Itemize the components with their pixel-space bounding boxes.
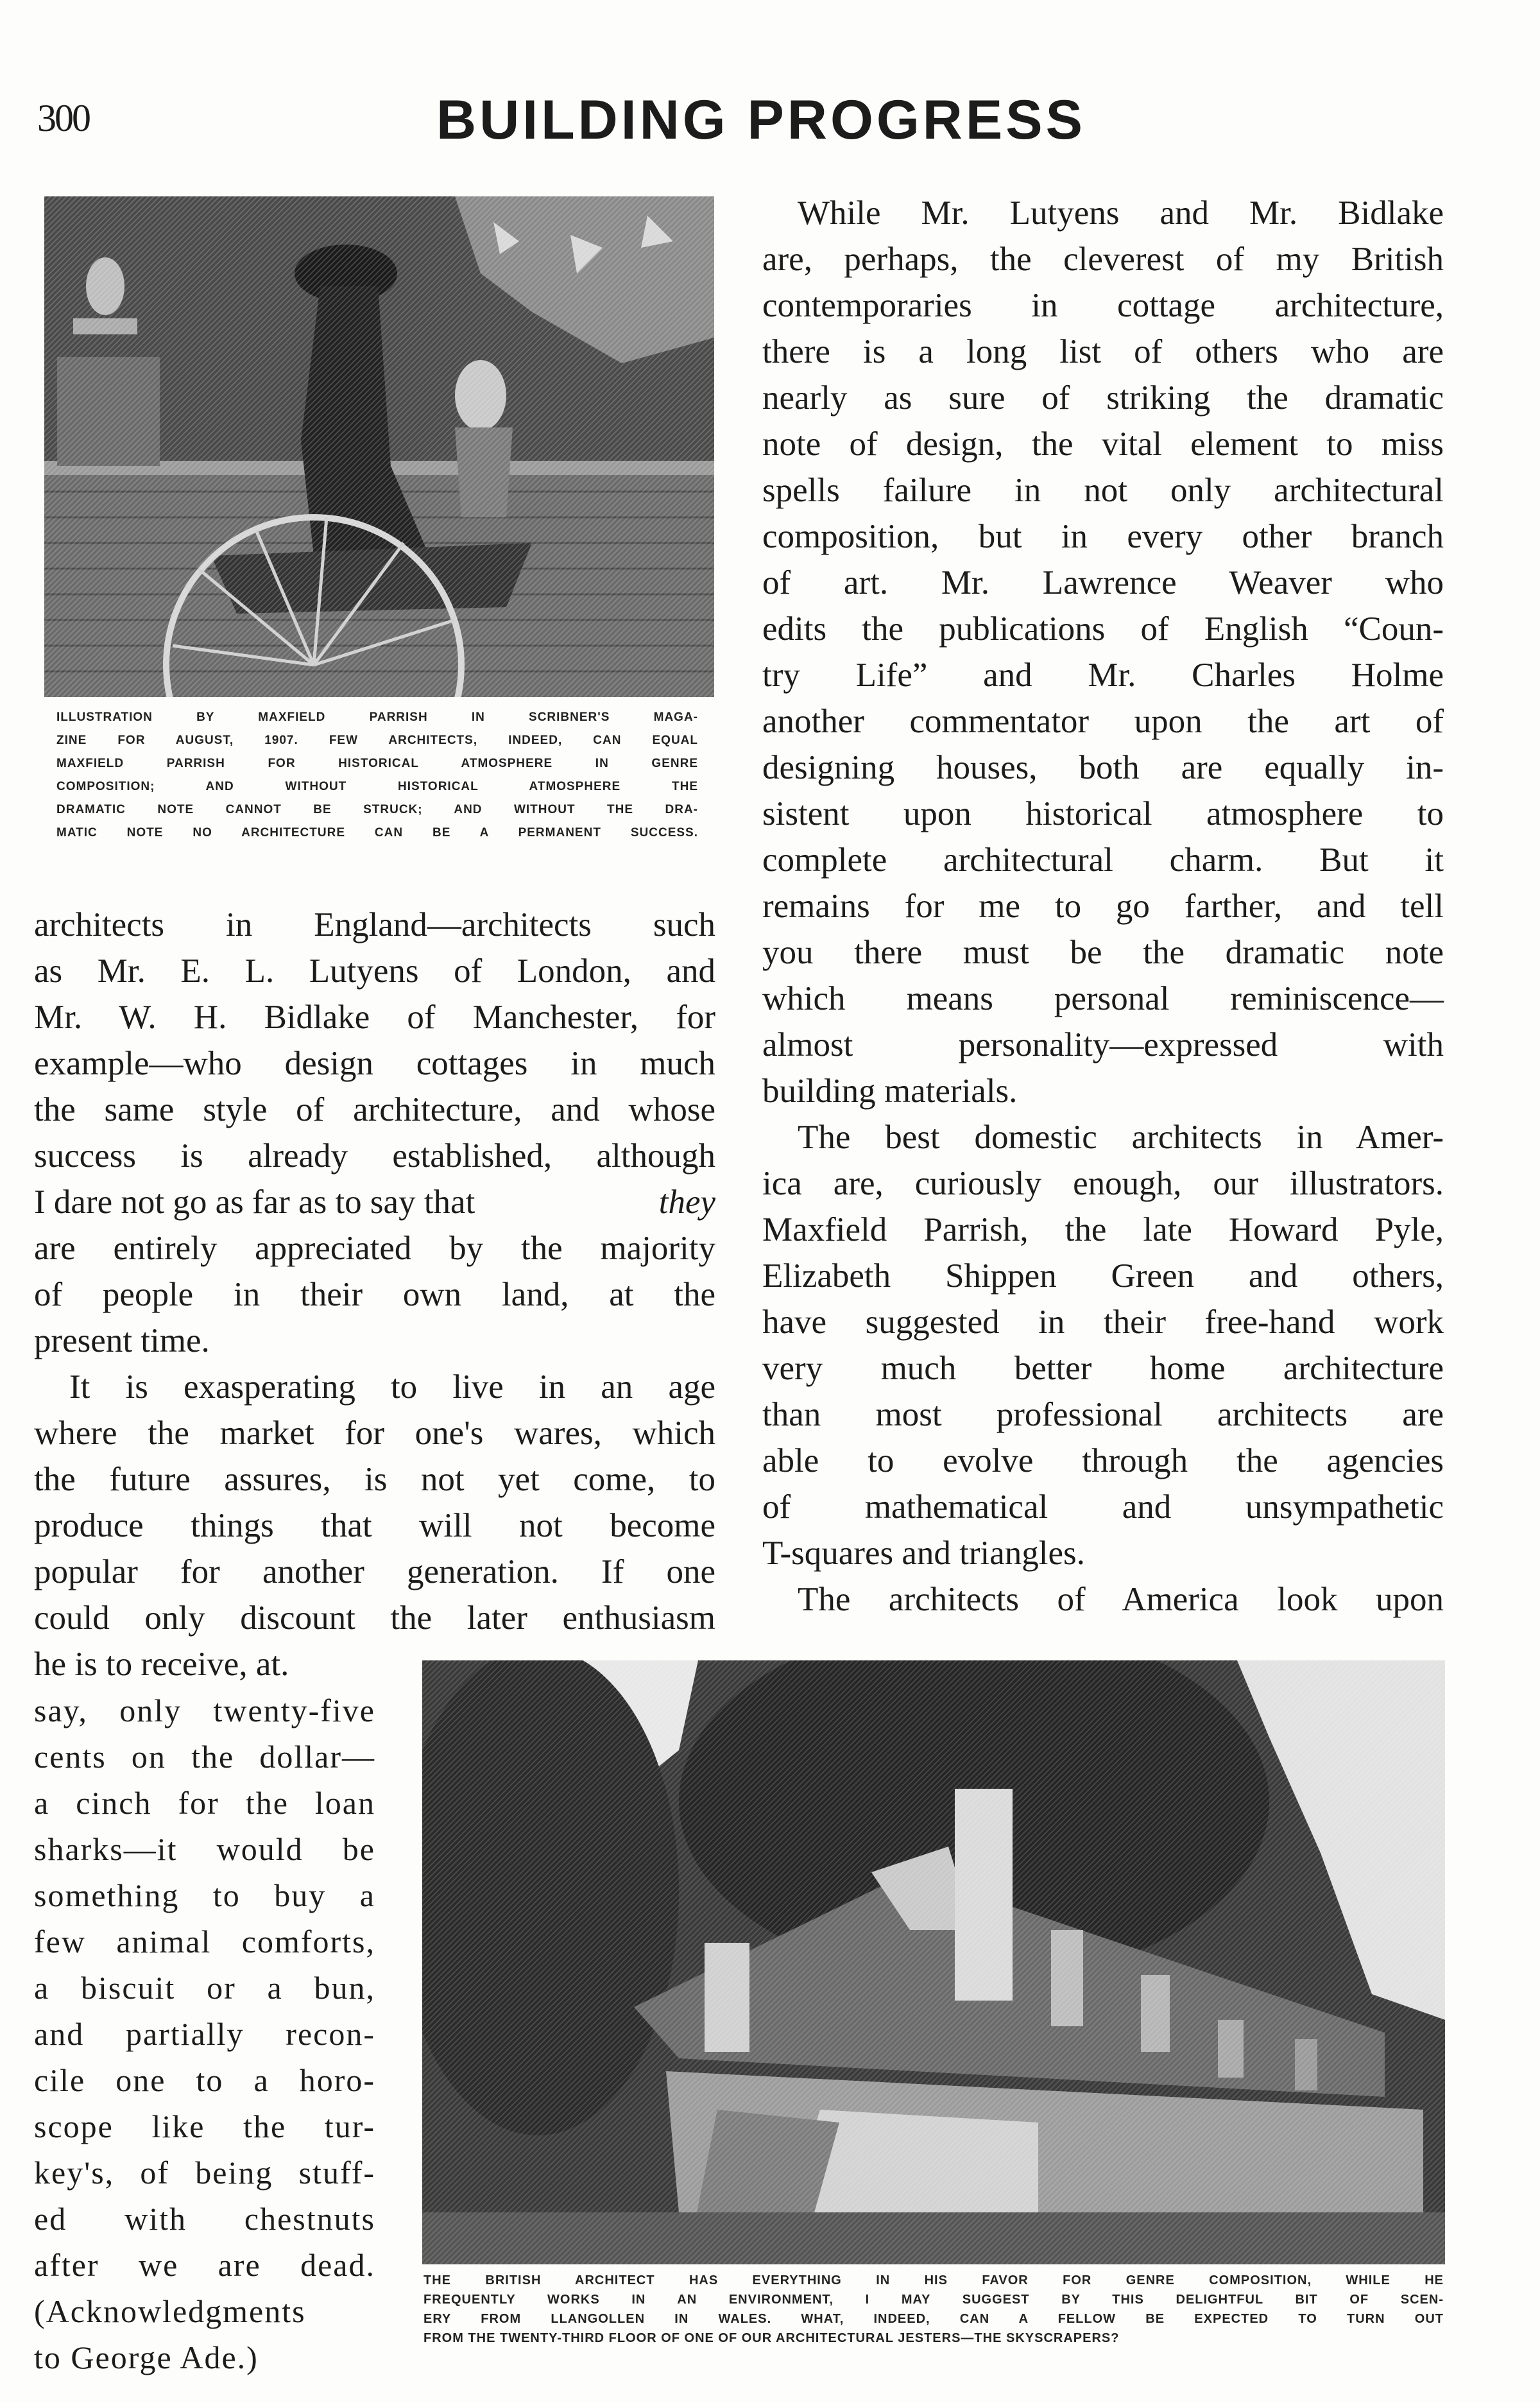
caption-line: ERY FROM LLANGOLLEN IN WALES. WHAT, INDEED, CAN A FELLOW BE EXPECTED TO TURN OUT	[424, 2312, 1444, 2326]
text-line: are, perhaps, the cleverest of my British	[762, 241, 1444, 278]
narrow-column-text	[34, 1687, 375, 2381]
text-line: The best domestic architects in Amer-	[798, 1119, 1444, 1156]
text-line: While Mr. Lutyens and Mr. Bidlake	[798, 194, 1444, 232]
caption-line: COMPOSITION; AND WITHOUT HISTORICAL ATMOSPHERE THE	[56, 780, 698, 793]
text-line: he is to receive, at.	[34, 1646, 289, 1683]
text-line: there is a long list of others who are	[762, 333, 1444, 370]
photo-llangollen-cottages	[422, 1660, 1445, 2264]
caption-line: THE BRITISH ARCHITECT HAS EVERYTHING IN HIS FAVOR FOR GENRE COMPOSITION, WHILE HE	[424, 2273, 1444, 2287]
illustration-caption	[56, 706, 698, 845]
text-line: Mr. W. H. Bidlake of Manchester, for	[34, 999, 715, 1036]
text-line: as Mr. E. L. Lutyens of London, and	[34, 952, 715, 990]
text-line: something to buy a	[34, 1877, 375, 1913]
page-number: 300	[37, 97, 89, 139]
text-line: able to evolve through the agencies	[762, 1442, 1444, 1479]
text-line: composition, but in every other branch	[762, 518, 1444, 555]
caption-line: MAXFIELD PARRISH FOR HISTORICAL ATMOSPHERE IN GENRE	[56, 757, 698, 770]
right-column-text	[762, 190, 1444, 1623]
text-line-with-italic	[34, 1179, 715, 1225]
text-line: sistent upon historical atmosphere to	[762, 795, 1444, 832]
text-line: Elizabeth Shippen Green and others,	[762, 1257, 1444, 1295]
text-line: the same style of architecture, and whose	[34, 1091, 715, 1128]
page-title: BUILDING PROGRESS	[436, 89, 1086, 151]
caption-line: ZINE FOR AUGUST, 1907. FEW ARCHITECTS, INDEED, CAN EQUAL	[56, 734, 698, 747]
text-line: the future assures, is not yet come, to	[34, 1461, 715, 1498]
text-line: It is exasperating to live in an age	[69, 1368, 715, 1406]
caption-line: MATIC NOTE NO ARCHITECTURE CAN BE A PERMANENT SUCCESS.	[56, 826, 698, 840]
text-line: try Life” and Mr. Charles Holme	[762, 657, 1444, 694]
text-line: nearly as sure of striking the dramatic	[762, 379, 1444, 417]
text-line: remains for me to go farther, and tell	[762, 888, 1444, 925]
text-line: popular for another generation. If one	[34, 1553, 715, 1590]
text-line: to George Ade.)	[34, 2339, 259, 2375]
cottage-photo-image	[422, 1660, 1445, 2264]
text-line: another commentator upon the art of	[762, 703, 1444, 740]
text-line: say, only twenty-five	[34, 1692, 375, 1728]
text-line: after we are dead.	[34, 2247, 375, 2283]
text-segment: I dare not go as far as to say that	[34, 1184, 475, 1221]
text-line: T-squares and triangles.	[762, 1535, 1085, 1572]
text-line: almost personality—expressed with	[762, 1026, 1444, 1064]
text-line: which means personal reminiscence—	[762, 980, 1444, 1017]
text-line: Maxfield Parrish, the late Howard Pyle,	[762, 1211, 1444, 1248]
text-line: edits the publications of English “Coun-	[762, 610, 1444, 648]
text-line: ed with chestnuts	[34, 2201, 375, 2237]
text-line: than most professional architects are	[762, 1396, 1444, 1433]
caption-line: DRAMATIC NOTE CANNOT BE STRUCK; AND WITHOUT THE DRA-	[56, 803, 698, 816]
text-line: present time.	[34, 1322, 210, 1359]
text-line: sharks—it would be	[34, 1831, 375, 1867]
illustration-parrish	[44, 196, 714, 697]
text-line: spells failure in not only architectural	[762, 472, 1444, 509]
text-line: success is already established, although	[34, 1137, 715, 1175]
text-line: example—who design cottages in much	[34, 1045, 715, 1082]
text-line: cents on the dollar—	[34, 1739, 375, 1775]
text-line: of art. Mr. Lawrence Weaver who	[762, 564, 1444, 601]
caption-line: FROM THE TWENTY-THIRD FLOOR OF ONE OF OUR ARCHITECTURAL JESTERS—THE SKYSCRAPERS?	[424, 2331, 1120, 2345]
left-column-text	[34, 902, 715, 1687]
text-line: key's, of being stuff-	[34, 2155, 375, 2191]
text-line: The architects of America look upon	[798, 1581, 1444, 1618]
text-line: cile one to a horo-	[34, 2062, 375, 2098]
caption-line: FREQUENTLY WORKS IN AN ENVIRONMENT, I MAY SUGGEST BY THIS DELIGHTFUL BIT OF SCEN-	[424, 2293, 1444, 2307]
text-line: of people in their own land, at the	[34, 1276, 715, 1313]
cart-illustration-image	[44, 196, 714, 697]
text-line: building materials.	[762, 1072, 1018, 1110]
text-line: you there must be the dramatic note	[762, 934, 1444, 971]
text-line: a biscuit or a bun,	[34, 1970, 375, 2006]
text-line: could only discount the later enthusiasm	[34, 1599, 715, 1637]
text-line: of mathematical and unsympathetic	[762, 1488, 1444, 1526]
text-line: scope like the tur-	[34, 2108, 375, 2144]
text-line: contemporaries in cottage architecture,	[762, 287, 1444, 324]
italic-word: they	[658, 1184, 715, 1221]
text-line: have suggested in their free-hand work	[762, 1304, 1444, 1341]
text-line: designing houses, both are equally in-	[762, 749, 1444, 786]
text-line: few animal comforts,	[34, 1924, 375, 1959]
text-line: are entirely appreciated by the majority	[34, 1230, 715, 1267]
text-line: produce things that will not become	[34, 1507, 715, 1544]
text-line: complete architectural charm. But it	[762, 841, 1444, 879]
text-line: architects in England—architects such	[34, 906, 715, 943]
text-line: ica are, curiously enough, our illustrators.	[762, 1165, 1444, 1202]
text-line: note of design, the vital element to miss	[762, 426, 1444, 463]
photo-caption	[424, 2271, 1444, 2348]
text-line: and partially recon-	[34, 2016, 375, 2052]
text-line: a cinch for the loan	[34, 1785, 375, 1821]
text-line: very much better home architecture	[762, 1350, 1444, 1387]
caption-line: ILLUSTRATION BY MAXFIELD PARRISH IN SCRIBNER'S MAGA-	[56, 711, 698, 724]
text-line: (Acknowledgments	[34, 2293, 306, 2329]
text-line: where the market for one's wares, which	[34, 1415, 715, 1452]
